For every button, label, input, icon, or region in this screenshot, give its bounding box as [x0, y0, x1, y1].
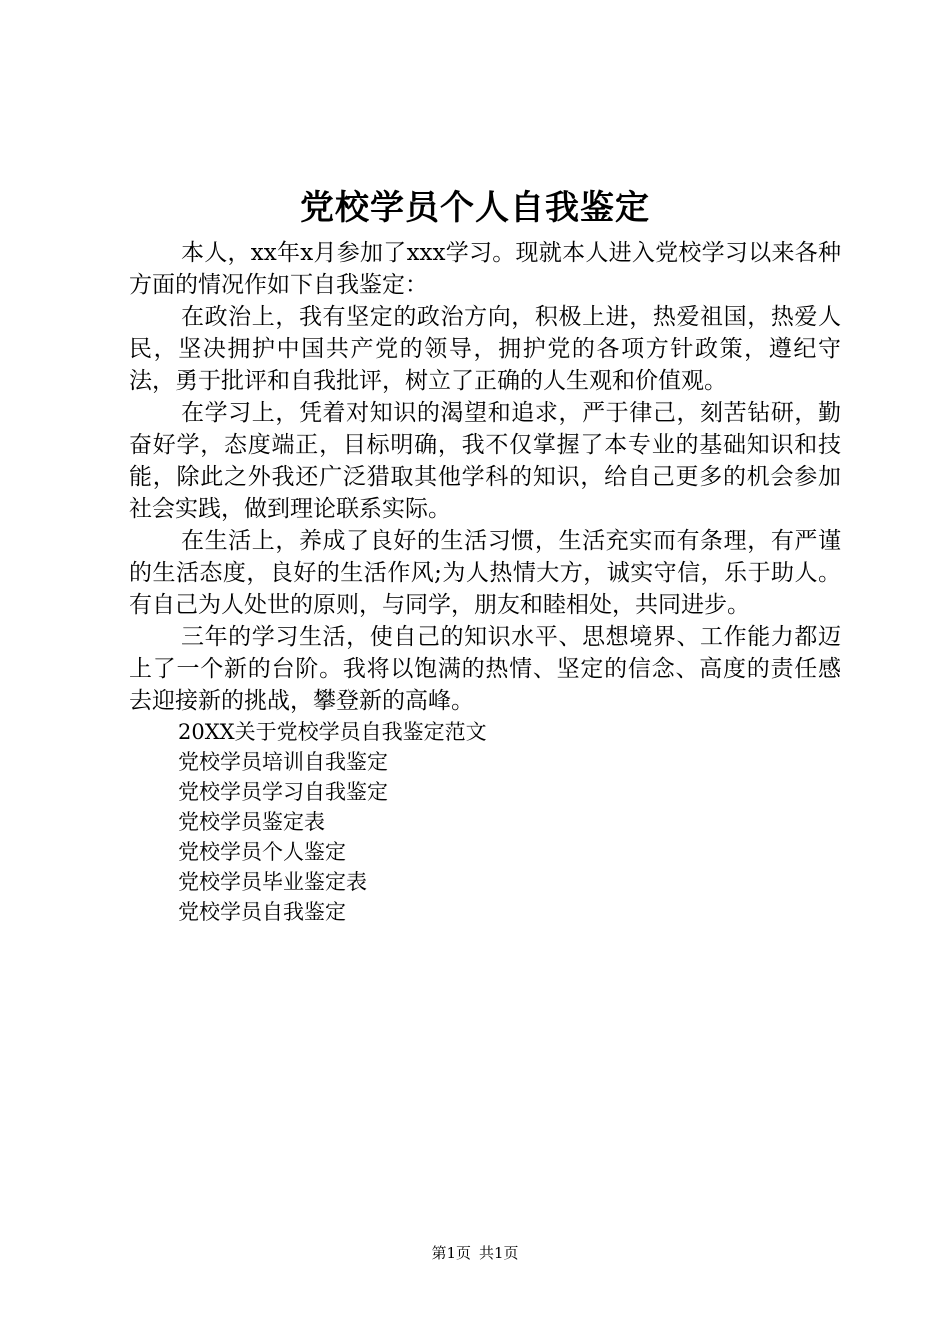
document-title: 党校学员个人自我鉴定: [300, 188, 650, 228]
paragraph-life: 在生活上，养成了良好的生活习惯，生活充实而有条理，有严谨的生活态度，良好的生活作风;为人热情大方，诚实守信，乐于助人。有自己为人处世的原则，与同学，朋友和睦相处，共同进步。: [129, 528, 841, 618]
paragraph-politics: 在政治上，我有坚定的政治方向，积极上进，热爱祖国，热爱人民，坚决拥护中国共产党的领导，拥护党的各项方针政策，遵纪守法，勇于批评和自我批评，树立了正确的人生观和价值观。: [129, 304, 841, 394]
related-link[interactable]: 党校学员鉴定表: [178, 810, 325, 834]
related-link[interactable]: 党校学员毕业鉴定表: [178, 870, 367, 894]
page-footer: [0, 1243, 950, 1263]
related-link[interactable]: 党校学员学习自我鉴定: [178, 780, 388, 804]
paragraph-summary: 三年的学习生活，使自己的知识水平、思想境界、工作能力都迈上了一个新的台阶。我将以饱满的热情、坚定的信念、高度的责任感去迎接新的挑战，攀登新的高峰。: [129, 624, 841, 714]
related-links-list: [129, 717, 841, 927]
page-number-current: 第1页: [431, 1244, 471, 1262]
related-link[interactable]: 党校学员自我鉴定: [178, 900, 346, 924]
document-body: [129, 237, 841, 927]
related-link[interactable]: 党校学员培训自我鉴定: [178, 750, 388, 774]
related-link[interactable]: 20XX关于党校学员自我鉴定范文: [178, 720, 487, 744]
page-number-total: 共1页: [479, 1244, 519, 1262]
paragraph-study: 在学习上，凭着对知识的渴望和追求，严于律己，刻苦钻研，勤奋好学，态度端正，目标明确，我不仅掌握了本专业的基础知识和技能，除此之外我还广泛猎取其他学科的知识，给自己更多的机会参加社会实践，做到理论联系实际。: [129, 400, 841, 522]
related-link[interactable]: 党校学员个人鉴定: [178, 840, 346, 864]
paragraph-intro: 本人，xx年x月参加了xxx学习。现就本人进入党校学习以来各种方面的情况作如下自我鉴定：: [129, 240, 841, 298]
